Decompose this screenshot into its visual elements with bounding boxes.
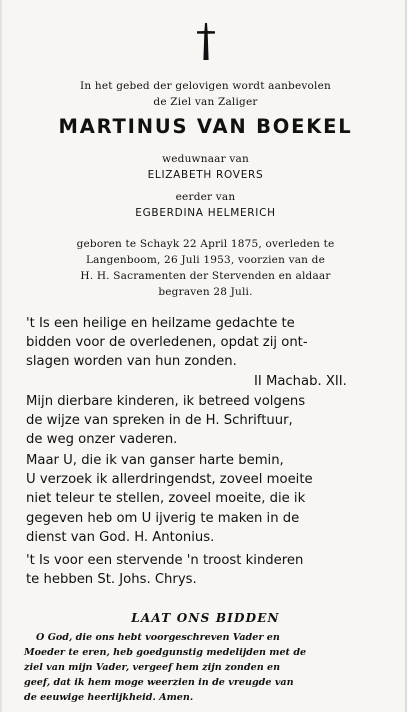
prayer-line-2: Moeder te eren, heb goedgunstig medelijden met de [24, 647, 307, 658]
para2-line-5: dienst van God. H. Antonius. [26, 530, 215, 545]
spouse-1-name: ELIZABETH ROVERS [147, 169, 264, 181]
dates-line-1: geboren te Schayk 22 April 1875, overleden te [76, 238, 335, 250]
deceased-name: MARTINUS VAN BOEKEL [58, 115, 353, 138]
para2-line-2: U verzoek ik allerdringendst, zoveel moeite [26, 472, 313, 487]
quote-line-3: slagen worden van hun zonden. [26, 354, 237, 369]
para1-line-1: Mijn dierbare kinderen, ik betreed volgens [26, 394, 306, 409]
quote-source: II Machab. XII. [254, 374, 347, 389]
recommend-line-1: In het gebed der gelovigen wordt aanbevolen [80, 80, 331, 92]
para1-line-3: de weg onzer vaderen. [26, 432, 178, 447]
dates-line-2: Langenboom, 26 Juli 1953, voorzien van de [85, 254, 326, 266]
para2-line-4: gegeven heb om U ijverig te maken in de [26, 511, 300, 526]
prayer-line-4: geef, dat ik hem moge weerzien in de vreugde van [24, 677, 294, 688]
quote-line-1: 't Is een heilige en heilzame gedachte te [26, 316, 295, 331]
quote-line-2: bidden voor de overledenen, opdat zij ont- [26, 335, 308, 350]
para3-line-2: te hebben St. Johs. Chrys. [26, 572, 197, 587]
para3-line-1: 't Is voor een stervende 'n troost kinderen [26, 553, 304, 568]
para2-line-3: niet teleur te stellen, zoveel moeite, die ik [26, 491, 306, 506]
recommend-line-2: de Ziel van Zaliger [153, 96, 258, 108]
prayer-line-1: O God, die ons hebt voorgeschreven Vader en [36, 632, 280, 643]
prayer-heading: LAAT ONS BIDDEN [131, 611, 280, 625]
para2-line-1: Maar U, die ik van ganser harte bemin, [26, 453, 284, 468]
para1-line-2: de wijze van spreken in de H. Schriftuur, [26, 413, 293, 428]
cross-icon [2, 22, 407, 66]
widower-of-label: weduwnaar van [162, 153, 249, 165]
prayer-line-5: de eeuwige heerlijkheid. Amen. [24, 692, 194, 703]
spouse-2-name: EGBERDINA HELMERICH [135, 207, 276, 219]
prayer-line-3: ziel van mijn Vader, vergeef hem zijn zonden en [24, 662, 281, 673]
earlier-of-label: eerder van [175, 191, 236, 203]
dates-line-3: H. H. Sacramenten der Stervenden en aldaar [80, 270, 331, 282]
dates-line-4: begraven 28 Juli. [158, 286, 253, 298]
